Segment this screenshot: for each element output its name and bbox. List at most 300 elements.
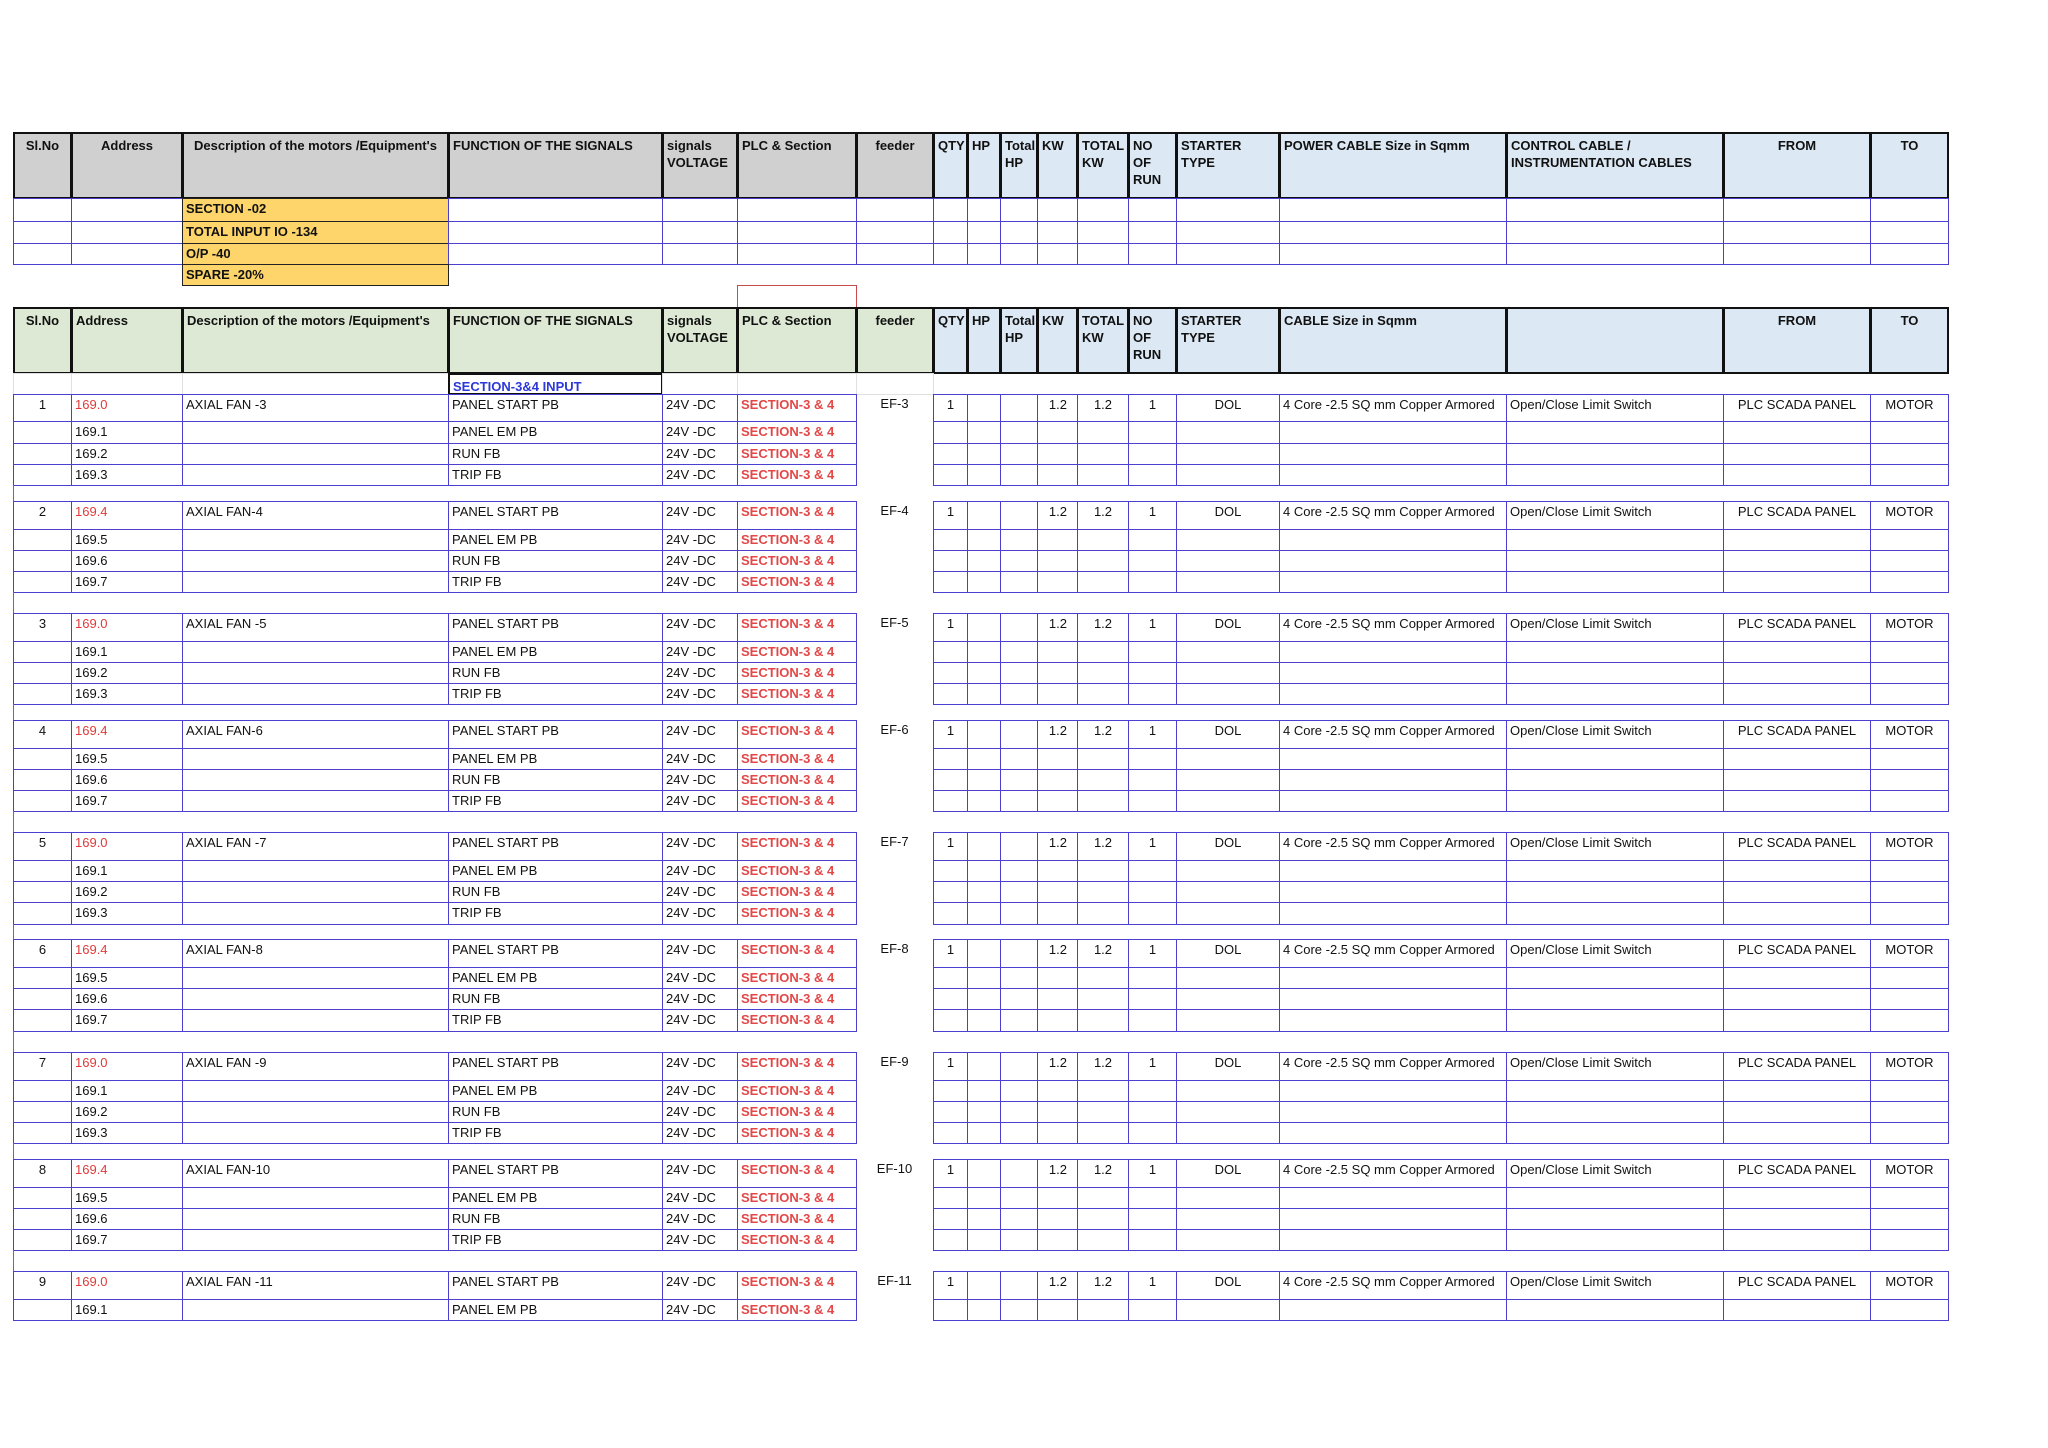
row-7-4-qty[interactable] (933, 1122, 968, 1144)
spacer-6-left[interactable] (13, 1031, 857, 1053)
row-2-feeder[interactable]: EF-4 (856, 501, 934, 593)
row-9-1-from[interactable]: PLC SCADA PANEL (1723, 1271, 1871, 1300)
row-4-3-voltage[interactable]: 24V -DC (662, 769, 738, 791)
row-2-4-description[interactable] (182, 571, 449, 593)
row-8-1-to[interactable]: MOTOR (1870, 1159, 1949, 1188)
summary-row-3-voltage[interactable] (662, 243, 738, 265)
row-4-2-qty[interactable] (933, 748, 968, 770)
row-4-1-voltage[interactable]: 24V -DC (662, 720, 738, 749)
row-1-2-voltage[interactable]: 24V -DC (662, 421, 738, 444)
summary-row-3-plc-section[interactable] (737, 243, 857, 265)
row-1-4-qty[interactable] (933, 464, 968, 486)
row-3-4-no-of-run[interactable] (1128, 683, 1177, 705)
row-1-3-plc-section[interactable]: SECTION-3 & 4 (737, 443, 857, 465)
row-4-3-total-hp[interactable] (1000, 769, 1038, 791)
summary-row-2-to[interactable] (1870, 221, 1949, 244)
row-9-1-hp[interactable] (967, 1271, 1001, 1300)
row-3-1-voltage[interactable]: 24V -DC (662, 613, 738, 642)
row-9-2-qty[interactable] (933, 1299, 968, 1321)
row-7-4-from[interactable] (1723, 1122, 1871, 1144)
row-4-1-power-cable[interactable]: 4 Core -2.5 SQ mm Copper Armored (1279, 720, 1507, 749)
row-4-3-power-cable[interactable] (1279, 769, 1507, 791)
header-kw[interactable]: KW (1037, 132, 1078, 199)
row-5-2-from[interactable] (1723, 860, 1871, 882)
row-9-1-total-hp[interactable] (1000, 1271, 1038, 1300)
row-5-2-plc-section[interactable]: SECTION-3 & 4 (737, 860, 857, 882)
row-6-4-total-hp[interactable] (1000, 1009, 1038, 1032)
row-5-3-to[interactable] (1870, 881, 1949, 903)
row-9-1-to[interactable]: MOTOR (1870, 1271, 1949, 1300)
row-4-3-qty[interactable] (933, 769, 968, 791)
row-9-2-kw[interactable] (1037, 1299, 1078, 1321)
plc-marker[interactable] (737, 285, 857, 308)
row-7-4-voltage[interactable]: 24V -DC (662, 1122, 738, 1144)
row-3-4-from[interactable] (1723, 683, 1871, 705)
row-8-3-total-kw[interactable] (1077, 1208, 1129, 1230)
row-9-1-no-of-run[interactable]: 1 (1128, 1271, 1177, 1300)
row-7-3-plc-section[interactable]: SECTION-3 & 4 (737, 1101, 857, 1123)
row-5-4-kw[interactable] (1037, 902, 1078, 925)
row-1-1-sl[interactable]: 1 (13, 394, 72, 422)
row-6-4-control-cable[interactable] (1506, 1009, 1724, 1032)
header-hp[interactable]: HP (967, 132, 1001, 199)
row-6-2-voltage[interactable]: 24V -DC (662, 967, 738, 989)
row-2-3-hp[interactable] (967, 550, 1001, 572)
row-8-1-function[interactable]: PANEL START PB (448, 1159, 663, 1188)
row-6-4-address[interactable]: 169.7 (71, 1009, 183, 1032)
row-1-1-qty[interactable]: 1 (933, 394, 968, 422)
row-3-4-control-cable[interactable] (1506, 683, 1724, 705)
row-7-2-sl[interactable] (13, 1080, 72, 1102)
summary-row-1-from[interactable] (1723, 198, 1871, 222)
header2-voltage[interactable]: signals VOLTAGE (662, 307, 738, 374)
row-3-2-voltage[interactable]: 24V -DC (662, 641, 738, 663)
spacer-2-left[interactable] (13, 592, 857, 614)
row-8-4-function[interactable]: TRIP FB (448, 1229, 663, 1251)
row-4-4-address[interactable]: 169.7 (71, 790, 183, 812)
row-5-1-function[interactable]: PANEL START PB (448, 832, 663, 861)
row-7-3-function[interactable]: RUN FB (448, 1101, 663, 1123)
summary-row-1-feeder[interactable] (856, 198, 934, 222)
row-1-3-address[interactable]: 169.2 (71, 443, 183, 465)
row-9-1-plc-section[interactable]: SECTION-3 & 4 (737, 1271, 857, 1300)
summary-row-2-function[interactable] (448, 221, 663, 244)
row-5-4-total-hp[interactable] (1000, 902, 1038, 925)
row-3-1-address[interactable]: 169.0 (71, 613, 183, 642)
row-7-1-to[interactable]: MOTOR (1870, 1052, 1949, 1081)
row-4-2-address[interactable]: 169.5 (71, 748, 183, 770)
row-5-feeder[interactable]: EF-7 (856, 832, 934, 925)
row-3-3-plc-section[interactable]: SECTION-3 & 4 (737, 662, 857, 684)
row-4-1-control-cable[interactable]: Open/Close Limit Switch (1506, 720, 1724, 749)
row-3-3-description[interactable] (182, 662, 449, 684)
row-4-2-control-cable[interactable] (1506, 748, 1724, 770)
row-2-1-function[interactable]: PANEL START PB (448, 501, 663, 530)
row-8-4-hp[interactable] (967, 1229, 1001, 1251)
row-8-4-to[interactable] (1870, 1229, 1949, 1251)
row-7-1-total-hp[interactable] (1000, 1052, 1038, 1081)
row-3-3-from[interactable] (1723, 662, 1871, 684)
row-5-2-voltage[interactable]: 24V -DC (662, 860, 738, 882)
row-6-4-total-kw[interactable] (1077, 1009, 1129, 1032)
row-6-3-sl[interactable] (13, 988, 72, 1010)
summary-row-2-feeder[interactable] (856, 221, 934, 244)
summary-row-3-total-hp[interactable] (1000, 243, 1038, 265)
summary-row-3-no-of-run[interactable] (1128, 243, 1177, 265)
row-5-3-total-hp[interactable] (1000, 881, 1038, 903)
row-1-2-function[interactable]: PANEL EM PB (448, 421, 663, 444)
summary-row-1-function[interactable] (448, 198, 663, 222)
row-4-2-hp[interactable] (967, 748, 1001, 770)
row-5-1-address[interactable]: 169.0 (71, 832, 183, 861)
row-8-3-starter-type[interactable] (1176, 1208, 1280, 1230)
spacer-3-left[interactable] (13, 704, 857, 721)
row-4-1-qty[interactable]: 1 (933, 720, 968, 749)
row-6-1-power-cable[interactable]: 4 Core -2.5 SQ mm Copper Armored (1279, 939, 1507, 968)
row-2-2-power-cable[interactable] (1279, 529, 1507, 551)
row-5-3-qty[interactable] (933, 881, 968, 903)
row-1-1-power-cable[interactable]: 4 Core -2.5 SQ mm Copper Armored (1279, 394, 1507, 422)
row-6-3-starter-type[interactable] (1176, 988, 1280, 1010)
row-8-1-control-cable[interactable]: Open/Close Limit Switch (1506, 1159, 1724, 1188)
row-5-3-power-cable[interactable] (1279, 881, 1507, 903)
row-1-3-total-kw[interactable] (1077, 443, 1129, 465)
row-5-4-control-cable[interactable] (1506, 902, 1724, 925)
row-5-4-sl[interactable] (13, 902, 72, 925)
row-5-4-to[interactable] (1870, 902, 1949, 925)
row-6-4-to[interactable] (1870, 1009, 1949, 1032)
row-6-1-starter-type[interactable]: DOL (1176, 939, 1280, 968)
row-1-4-power-cable[interactable] (1279, 464, 1507, 486)
row-2-1-hp[interactable] (967, 501, 1001, 530)
row-6-2-from[interactable] (1723, 967, 1871, 989)
row-6-4-sl[interactable] (13, 1009, 72, 1032)
row-3-3-hp[interactable] (967, 662, 1001, 684)
row-4-4-from[interactable] (1723, 790, 1871, 812)
row-3-4-starter-type[interactable] (1176, 683, 1280, 705)
row-8-2-to[interactable] (1870, 1187, 1949, 1209)
row-4-4-starter-type[interactable] (1176, 790, 1280, 812)
row-4-2-power-cable[interactable] (1279, 748, 1507, 770)
row-2-1-control-cable[interactable]: Open/Close Limit Switch (1506, 501, 1724, 530)
summary-row-1-kw[interactable] (1037, 198, 1078, 222)
header-no-of-run[interactable]: NO OF RUN (1128, 132, 1177, 199)
header-to[interactable]: TO (1870, 132, 1949, 199)
row-6-1-kw[interactable]: 1.2 (1037, 939, 1078, 968)
row-5-2-sl[interactable] (13, 860, 72, 882)
summary-row-3-to[interactable] (1870, 243, 1949, 265)
row-5-3-hp[interactable] (967, 881, 1001, 903)
header-control-cable[interactable]: CONTROL CABLE / INSTRUMENTATION CABLES (1506, 132, 1724, 199)
row-3-1-sl[interactable]: 3 (13, 613, 72, 642)
row-7-3-total-hp[interactable] (1000, 1101, 1038, 1123)
row-8-1-voltage[interactable]: 24V -DC (662, 1159, 738, 1188)
row-8-3-plc-section[interactable]: SECTION-3 & 4 (737, 1208, 857, 1230)
row-1-2-no-of-run[interactable] (1128, 421, 1177, 444)
row-7-1-hp[interactable] (967, 1052, 1001, 1081)
row-7-4-plc-section[interactable]: SECTION-3 & 4 (737, 1122, 857, 1144)
row-6-1-plc-section[interactable]: SECTION-3 & 4 (737, 939, 857, 968)
row-2-3-sl[interactable] (13, 550, 72, 572)
row-3-4-total-hp[interactable] (1000, 683, 1038, 705)
row-7-4-control-cable[interactable] (1506, 1122, 1724, 1144)
row-5-3-control-cable[interactable] (1506, 881, 1724, 903)
row-5-3-kw[interactable] (1037, 881, 1078, 903)
row-2-3-power-cable[interactable] (1279, 550, 1507, 572)
row-7-1-function[interactable]: PANEL START PB (448, 1052, 663, 1081)
row-5-1-kw[interactable]: 1.2 (1037, 832, 1078, 861)
row-4-2-function[interactable]: PANEL EM PB (448, 748, 663, 770)
row-4-1-sl[interactable]: 4 (13, 720, 72, 749)
header2-control-cable[interactable] (1506, 307, 1724, 374)
header-from[interactable]: FROM (1723, 132, 1871, 199)
row-7-3-kw[interactable] (1037, 1101, 1078, 1123)
row-4-2-voltage[interactable]: 24V -DC (662, 748, 738, 770)
row-6-4-from[interactable] (1723, 1009, 1871, 1032)
row-3-4-kw[interactable] (1037, 683, 1078, 705)
row-2-4-kw[interactable] (1037, 571, 1078, 593)
row-7-2-power-cable[interactable] (1279, 1080, 1507, 1102)
row-4-1-total-hp[interactable] (1000, 720, 1038, 749)
summary-row-2-qty[interactable] (933, 221, 968, 244)
row-7-3-from[interactable] (1723, 1101, 1871, 1123)
row-9-2-total-hp[interactable] (1000, 1299, 1038, 1321)
row-9-2-hp[interactable] (967, 1299, 1001, 1321)
row-2-4-address[interactable]: 169.7 (71, 571, 183, 593)
row-8-2-control-cable[interactable] (1506, 1187, 1724, 1209)
header-sl[interactable]: Sl.No (13, 132, 72, 199)
summary-row-3-total-kw[interactable] (1077, 243, 1129, 265)
row-7-4-function[interactable]: TRIP FB (448, 1122, 663, 1144)
row-2-2-sl[interactable] (13, 529, 72, 551)
row-7-2-qty[interactable] (933, 1080, 968, 1102)
header2-kw[interactable]: KW (1037, 307, 1078, 374)
summary-row-1-qty[interactable] (933, 198, 968, 222)
row-6-3-hp[interactable] (967, 988, 1001, 1010)
summary-row-2-voltage[interactable] (662, 221, 738, 244)
row-7-2-to[interactable] (1870, 1080, 1949, 1102)
row-7-2-hp[interactable] (967, 1080, 1001, 1102)
row-8-1-power-cable[interactable]: 4 Core -2.5 SQ mm Copper Armored (1279, 1159, 1507, 1188)
row-8-1-address[interactable]: 169.4 (71, 1159, 183, 1188)
row-3-1-hp[interactable] (967, 613, 1001, 642)
row-1-3-kw[interactable] (1037, 443, 1078, 465)
summary-row-1-total-hp[interactable] (1000, 198, 1038, 222)
row-3-2-plc-section[interactable]: SECTION-3 & 4 (737, 641, 857, 663)
summary-row-1-plc-section[interactable] (737, 198, 857, 222)
row-3-3-voltage[interactable]: 24V -DC (662, 662, 738, 684)
summary-row-2-hp[interactable] (967, 221, 1001, 244)
row-1-3-total-hp[interactable] (1000, 443, 1038, 465)
row-9-2-total-kw[interactable] (1077, 1299, 1129, 1321)
row-7-3-control-cable[interactable] (1506, 1101, 1724, 1123)
row-8-4-total-kw[interactable] (1077, 1229, 1129, 1251)
summary-row-3-control-cable[interactable] (1506, 243, 1724, 265)
row-5-1-total-hp[interactable] (1000, 832, 1038, 861)
row-8-3-from[interactable] (1723, 1208, 1871, 1230)
header2-description[interactable]: Description of the motors /Equipment's (182, 307, 449, 374)
row-3-3-no-of-run[interactable] (1128, 662, 1177, 684)
header2-to[interactable]: TO (1870, 307, 1949, 374)
row-5-2-function[interactable]: PANEL EM PB (448, 860, 663, 882)
row-1-4-function[interactable]: TRIP FB (448, 464, 663, 486)
row-1-4-address[interactable]: 169.3 (71, 464, 183, 486)
row-4-4-sl[interactable] (13, 790, 72, 812)
row-2-2-kw[interactable] (1037, 529, 1078, 551)
row-4-4-total-kw[interactable] (1077, 790, 1129, 812)
summary-row-1-starter-type[interactable] (1176, 198, 1280, 222)
row-3-3-qty[interactable] (933, 662, 968, 684)
row-5-1-starter-type[interactable]: DOL (1176, 832, 1280, 861)
row-9-2-no-of-run[interactable] (1128, 1299, 1177, 1321)
row-8-4-plc-section[interactable]: SECTION-3 & 4 (737, 1229, 857, 1251)
row-8-2-from[interactable] (1723, 1187, 1871, 1209)
row-8-1-description[interactable]: AXIAL FAN-10 (182, 1159, 449, 1188)
row-2-2-from[interactable] (1723, 529, 1871, 551)
row-8-1-total-kw[interactable]: 1.2 (1077, 1159, 1129, 1188)
spacer-1-left[interactable] (13, 485, 857, 502)
row-1-3-function[interactable]: RUN FB (448, 443, 663, 465)
row-7-1-description[interactable]: AXIAL FAN -9 (182, 1052, 449, 1081)
row-8-3-kw[interactable] (1037, 1208, 1078, 1230)
row-3-3-sl[interactable] (13, 662, 72, 684)
row-7-2-no-of-run[interactable] (1128, 1080, 1177, 1102)
header-voltage[interactable]: signals VOLTAGE (662, 132, 738, 199)
summary-row-3-from[interactable] (1723, 243, 1871, 265)
row-3-3-power-cable[interactable] (1279, 662, 1507, 684)
row-4-4-no-of-run[interactable] (1128, 790, 1177, 812)
row-6-3-plc-section[interactable]: SECTION-3 & 4 (737, 988, 857, 1010)
row-8-1-sl[interactable]: 8 (13, 1159, 72, 1188)
row-8-feeder[interactable]: EF-10 (856, 1159, 934, 1251)
row-3-3-kw[interactable] (1037, 662, 1078, 684)
row-7-1-kw[interactable]: 1.2 (1037, 1052, 1078, 1081)
row-1-3-qty[interactable] (933, 443, 968, 465)
row-7-1-address[interactable]: 169.0 (71, 1052, 183, 1081)
row-6-1-total-hp[interactable] (1000, 939, 1038, 968)
row-1-1-to[interactable]: MOTOR (1870, 394, 1949, 422)
summary-row-1-total-kw[interactable] (1077, 198, 1129, 222)
row-1-2-sl[interactable] (13, 421, 72, 444)
row-3-4-plc-section[interactable]: SECTION-3 & 4 (737, 683, 857, 705)
row-9-1-address[interactable]: 169.0 (71, 1271, 183, 1300)
row-9-1-sl[interactable]: 9 (13, 1271, 72, 1300)
row-4-4-total-hp[interactable] (1000, 790, 1038, 812)
row-6-4-no-of-run[interactable] (1128, 1009, 1177, 1032)
row-5-4-power-cable[interactable] (1279, 902, 1507, 925)
row-8-4-description[interactable] (182, 1229, 449, 1251)
row-6-feeder[interactable]: EF-8 (856, 939, 934, 1032)
summary-row-2-total-kw[interactable] (1077, 221, 1129, 244)
row-2-4-control-cable[interactable] (1506, 571, 1724, 593)
row-6-2-function[interactable]: PANEL EM PB (448, 967, 663, 989)
row-4-4-plc-section[interactable]: SECTION-3 & 4 (737, 790, 857, 812)
row-5-4-no-of-run[interactable] (1128, 902, 1177, 925)
row-8-1-no-of-run[interactable]: 1 (1128, 1159, 1177, 1188)
row-9-feeder[interactable]: EF-11 (856, 1271, 934, 1321)
row-7-4-description[interactable] (182, 1122, 449, 1144)
header-qty[interactable]: QTY (933, 132, 968, 199)
row-3-2-no-of-run[interactable] (1128, 641, 1177, 663)
row-3-4-description[interactable] (182, 683, 449, 705)
row-4-4-qty[interactable] (933, 790, 968, 812)
row-6-1-qty[interactable]: 1 (933, 939, 968, 968)
row-8-1-kw[interactable]: 1.2 (1037, 1159, 1078, 1188)
row-5-2-to[interactable] (1870, 860, 1949, 882)
row-8-4-control-cable[interactable] (1506, 1229, 1724, 1251)
summary-row-1-power-cable[interactable] (1279, 198, 1507, 222)
row-6-1-no-of-run[interactable]: 1 (1128, 939, 1177, 968)
row-2-2-qty[interactable] (933, 529, 968, 551)
row-8-1-hp[interactable] (967, 1159, 1001, 1188)
row-2-3-description[interactable] (182, 550, 449, 572)
row-3-1-power-cable[interactable]: 4 Core -2.5 SQ mm Copper Armored (1279, 613, 1507, 642)
row-1-4-control-cable[interactable] (1506, 464, 1724, 486)
row-6-1-from[interactable]: PLC SCADA PANEL (1723, 939, 1871, 968)
section-row-voltage[interactable] (662, 373, 738, 395)
row-5-1-power-cable[interactable]: 4 Core -2.5 SQ mm Copper Armored (1279, 832, 1507, 861)
row-9-2-from[interactable] (1723, 1299, 1871, 1321)
row-4-2-total-hp[interactable] (1000, 748, 1038, 770)
row-2-4-hp[interactable] (967, 571, 1001, 593)
header2-feeder[interactable]: feeder (856, 307, 934, 374)
section-row-plc-section[interactable] (737, 373, 857, 395)
row-6-2-kw[interactable] (1037, 967, 1078, 989)
row-7-2-voltage[interactable]: 24V -DC (662, 1080, 738, 1102)
row-1-4-kw[interactable] (1037, 464, 1078, 486)
summary-row-1-voltage[interactable] (662, 198, 738, 222)
row-1-1-hp[interactable] (967, 394, 1001, 422)
row-8-2-total-hp[interactable] (1000, 1187, 1038, 1209)
row-1-2-plc-section[interactable]: SECTION-3 & 4 (737, 421, 857, 444)
row-3-1-total-kw[interactable]: 1.2 (1077, 613, 1129, 642)
row-6-3-to[interactable] (1870, 988, 1949, 1010)
summary-row-2-total-hp[interactable] (1000, 221, 1038, 244)
row-2-4-starter-type[interactable] (1176, 571, 1280, 593)
summary-row-3-kw[interactable] (1037, 243, 1078, 265)
row-2-2-to[interactable] (1870, 529, 1949, 551)
row-7-3-starter-type[interactable] (1176, 1101, 1280, 1123)
row-4-3-function[interactable]: RUN FB (448, 769, 663, 791)
row-2-2-no-of-run[interactable] (1128, 529, 1177, 551)
row-2-1-description[interactable]: AXIAL FAN-4 (182, 501, 449, 530)
row-1-2-from[interactable] (1723, 421, 1871, 444)
row-2-3-voltage[interactable]: 24V -DC (662, 550, 738, 572)
section-row-address[interactable] (71, 373, 183, 395)
row-7-4-power-cable[interactable] (1279, 1122, 1507, 1144)
row-3-3-starter-type[interactable] (1176, 662, 1280, 684)
row-7-2-plc-section[interactable]: SECTION-3 & 4 (737, 1080, 857, 1102)
row-2-1-total-hp[interactable] (1000, 501, 1038, 530)
row-4-4-to[interactable] (1870, 790, 1949, 812)
row-2-2-control-cable[interactable] (1506, 529, 1724, 551)
summary-row-1-no-of-run[interactable] (1128, 198, 1177, 222)
summary-row-1-sl[interactable] (13, 198, 72, 222)
row-7-3-total-kw[interactable] (1077, 1101, 1129, 1123)
row-1-2-to[interactable] (1870, 421, 1949, 444)
spacer-4-left[interactable] (13, 811, 857, 833)
row-5-3-sl[interactable] (13, 881, 72, 903)
row-6-3-control-cable[interactable] (1506, 988, 1724, 1010)
row-5-1-sl[interactable]: 5 (13, 832, 72, 861)
row-9-2-plc-section[interactable]: SECTION-3 & 4 (737, 1299, 857, 1321)
row-7-feeder[interactable]: EF-9 (856, 1052, 934, 1144)
row-9-1-control-cable[interactable]: Open/Close Limit Switch (1506, 1271, 1724, 1300)
row-7-3-no-of-run[interactable] (1128, 1101, 1177, 1123)
header2-sl[interactable]: Sl.No (13, 307, 72, 374)
row-6-1-address[interactable]: 169.4 (71, 939, 183, 968)
row-2-4-from[interactable] (1723, 571, 1871, 593)
